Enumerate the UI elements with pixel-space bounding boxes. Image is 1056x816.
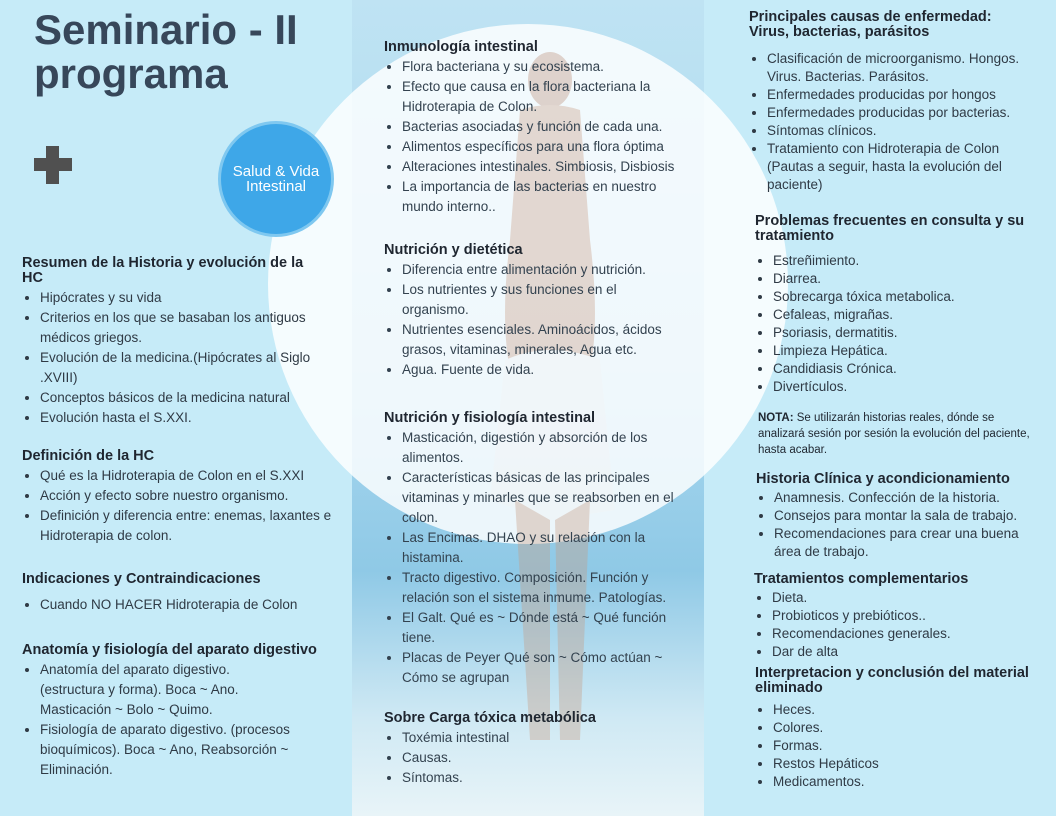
- list-item: • Conceptos básicos de la medicina natural: [40, 388, 322, 408]
- list-item: • Limpieza Hepática.: [773, 342, 1040, 360]
- list-item: • La importancia de las bacterias en nuestro mundo interno..: [402, 177, 694, 217]
- list-item: • Efecto que causa en la flora bacteriana la Hidroterapia de Colon.: [402, 77, 694, 117]
- section-title: Tratamientos complementarios: [754, 571, 969, 587]
- list-item: • Formas.: [773, 737, 1050, 755]
- section-title: Principales causas de enfermedad: Virus, bacterias, parásitos: [749, 9, 992, 40]
- list-item: • Las Encimas. DHAO y su relación con la histamina.: [402, 528, 684, 568]
- section-definicion: [22, 449, 342, 546]
- list-item: • Criterios en los que se basaban los antiguos médicos griegos.: [40, 308, 322, 348]
- logo-line-2: Intestinal: [245, 178, 307, 195]
- list-item: • Flora bacteriana y su ecosistema.: [402, 57, 694, 77]
- list-item: • Causas.: [402, 748, 684, 768]
- section-historia-clinica: [756, 472, 1041, 561]
- list-item: • Alteraciones intestinales. Simbiosis, Disbiosis: [402, 157, 694, 177]
- list-item: • Evolución hasta el S.XXI.: [40, 408, 322, 428]
- section-title: Historia Clínica y acondicionamiento: [756, 471, 1010, 487]
- section-nutricion-fisiologia: [384, 411, 684, 688]
- list-item: • Restos Hepáticos: [773, 755, 1050, 773]
- list-item: • Clasificación de microorganismo. Hongos. Virus. Bacterias. Parásitos.: [767, 50, 1039, 86]
- section-title: Anatomía y fisiología del aparato digestivo: [22, 642, 317, 658]
- list-item: • Sobrecarga tóxica metabolica.: [773, 288, 1040, 306]
- list-item: • Medicamentos.: [773, 773, 1050, 791]
- list-item: • Anamnesis. Confección de la historia.: [774, 489, 1041, 507]
- section-tratamientos: [754, 572, 1039, 661]
- list-item: • Divertículos.: [773, 378, 1040, 396]
- list-item: • Enfermedades producidas por hongos: [767, 86, 1039, 104]
- list-item: • Anatomía del aparato digestivo. (estructura y forma). Boca ~ Ano. Masticación ~ Bolo ~ Quimo.: [40, 660, 280, 720]
- note-text: [758, 410, 1038, 458]
- list-item: • Definición y diferencia entre: enemas, laxantes e Hidroterapia de colon.: [40, 506, 342, 546]
- list-item: • Probioticos y prebióticos..: [772, 607, 1039, 625]
- list-item: • El Galt. Qué es ~ Dónde está ~ Qué función tiene.: [402, 608, 684, 648]
- note-label: NOTA:: [758, 412, 794, 424]
- list-item: • Evolución de la medicina.(Hipócrates al Siglo .XVIII): [40, 348, 322, 388]
- section-nutricion-dietetica: [384, 243, 684, 380]
- section-title: Nutrición y fisiología intestinal: [384, 410, 596, 426]
- list-item: • Diarrea.: [773, 270, 1040, 288]
- list-item: • Cefaleas, migrañas.: [773, 306, 1040, 324]
- section-interpretacion: [755, 666, 1050, 791]
- list-item: • Los nutrientes y sus funciones en el organismo.: [402, 280, 684, 320]
- section-sobrecarga: [384, 711, 684, 788]
- list-item: • Nutrientes esenciales. Aminoácidos, ácidos grasos, vitaminas, minerales, Agua etc.: [402, 320, 684, 360]
- list-item: • Tracto digestivo. Composición. Función y relación son el sistema inmume. Patologías.: [402, 568, 684, 608]
- brand-logo: [218, 121, 334, 237]
- logo-line-1: Salud & Vida: [232, 163, 320, 180]
- section-indicaciones: [22, 572, 342, 615]
- section-historia: [22, 256, 322, 428]
- section-title: Nutrición y dietética: [384, 242, 523, 258]
- section-title: Sobre Carga tóxica metabólica: [384, 710, 596, 726]
- list-item: • Agua. Fuente de vida.: [402, 360, 684, 380]
- title-line-1: Seminario - II: [34, 6, 298, 53]
- list-item: • Tratamiento con Hidroterapia de Colon (Pautas a seguir, hasta la evolución del paciente): [767, 140, 1039, 194]
- list-item: • Recomendaciones para crear una buena área de trabajo.: [774, 525, 1041, 561]
- list-item: • Hipócrates y su vida: [40, 288, 322, 308]
- section-title: Interpretacion y conclusión del material eliminado: [755, 665, 1029, 696]
- list-item: • Placas de Peyer Qué son ~ Cómo actúan ~ Cómo se agrupan: [402, 648, 684, 688]
- list-item: • Bacterias asociadas y función de cada una.: [402, 117, 694, 137]
- list-item: • Heces.: [773, 701, 1050, 719]
- list-item: • Síntomas clínicos.: [767, 122, 1039, 140]
- section-inmunologia: [384, 40, 694, 217]
- section-title: Definición de la HC: [22, 448, 155, 464]
- list-item: • Fisiología de aparato digestivo. (procesos bioquímicos). Boca ~ Ano, Reabsorción ~ Eliminación.: [40, 720, 300, 780]
- list-item: • Colores.: [773, 719, 1050, 737]
- list-item: • Masticación, digestión y absorción de los alimentos.: [402, 428, 684, 468]
- list-item: • Estreñimiento.: [773, 252, 1040, 270]
- section-causas: [749, 10, 1039, 194]
- list-item: • Diferencia entre alimentación y nutrición.: [402, 260, 684, 280]
- section-title: Problemas frecuentes en consulta y su tratamiento: [755, 213, 1025, 244]
- list-item: • Toxémia intestinal: [402, 728, 684, 748]
- plus-icon: [34, 146, 72, 184]
- list-item: • Psoriasis, dermatitis.: [773, 324, 1040, 342]
- list-item: • Síntomas.: [402, 768, 684, 788]
- list-item: • Recomendaciones generales.: [772, 625, 1039, 643]
- section-title: Indicaciones y Contraindicaciones: [22, 571, 261, 587]
- note-body: Se utilizarán historias reales, dónde se analizará sesión por sesión la evolución del paciente, hasta acabar.: [758, 412, 1030, 456]
- list-item: • Cuando NO HACER Hidroterapia de Colon: [40, 595, 342, 615]
- section-title: Resumen de la Historia y evolución de la HC: [22, 255, 304, 286]
- list-item: • Acción y efecto sobre nuestro organismo.: [40, 486, 342, 506]
- list-item: • Enfermedades producidas por bacterias.: [767, 104, 1039, 122]
- section-title: Inmunología intestinal: [384, 39, 538, 55]
- list-item: • Consejos para montar la sala de trabajo.: [774, 507, 1041, 525]
- list-item: • Dieta.: [772, 589, 1039, 607]
- section-anatomia: [22, 643, 342, 780]
- title-line-2: programa: [34, 50, 228, 97]
- list-item: • Candidiasis Crónica.: [773, 360, 1040, 378]
- page-title: [34, 8, 354, 96]
- section-problemas: [755, 214, 1040, 396]
- list-item: • Características básicas de las principales vitaminas y minarles que se reabsorben en el colon.: [402, 468, 684, 528]
- list-item: • Qué es la Hidroterapia de Colon en el S.XXI: [40, 466, 342, 486]
- list-item: • Alimentos específicos para una flora óptima: [402, 137, 694, 157]
- list-item: • Dar de alta: [772, 643, 1039, 661]
